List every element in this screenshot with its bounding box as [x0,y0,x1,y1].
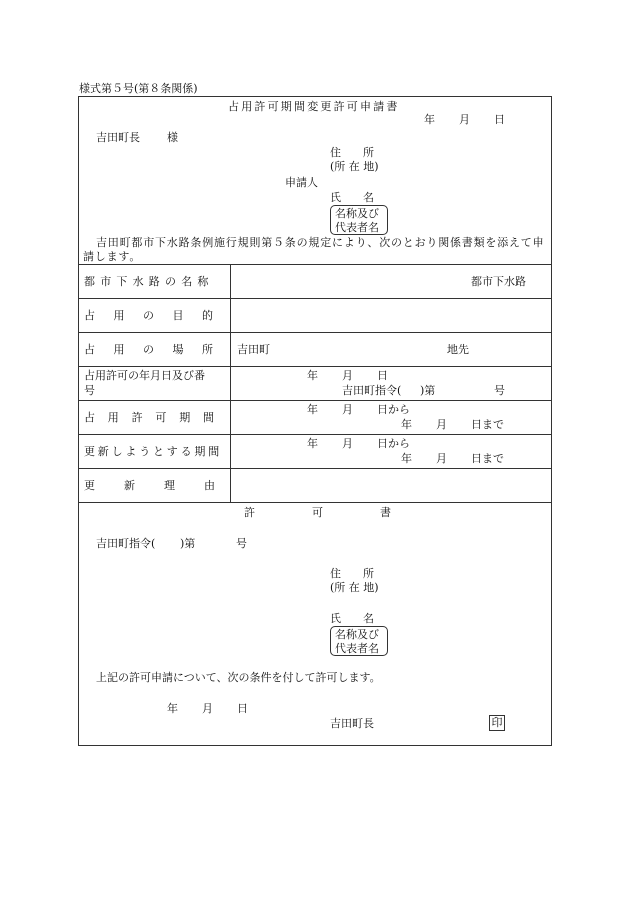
permit-section-date-day: 日 [237,702,248,715]
permit-section-order-suffix: )第 [180,537,196,550]
renewal-period-to-year: 年 [401,452,412,465]
application-title-text: 占用許可期間変更許可申請書 [228,100,400,113]
permit-title: 許可書 [244,506,448,519]
permit-issuer: 吉田町長 [330,717,374,730]
application-date-year: 年 [424,113,435,126]
table-line [78,468,552,469]
row-value-location-suffix: 地先 [447,343,469,356]
permit-section-order-number: 号 [236,537,247,550]
renewal-period-to-month: 月 [436,452,447,465]
permit-section-date-year: 年 [167,702,178,715]
permit-section-order-prefix: 吉田町指令( [96,537,156,550]
permit-name-sub1: 名称及び [335,628,379,641]
permit-order-suffix: )第 [420,384,436,397]
permit-date-day: 日 [377,369,388,382]
sewer-name-field[interactable] [232,266,550,296]
applicant-name-sub2: 代表者名 [335,221,379,234]
row-label-permit-date-line1: 占用許可の年月日及び番 [84,369,205,382]
permit-period-from-day: 日から [377,403,410,416]
seal-text: 印 [491,716,503,729]
addressee-honorific: 様 [167,131,178,144]
table-line [78,366,552,367]
row-label-sewer-name-text: 都市下水路の名称 [84,275,214,288]
permit-address-label: 住 所 [330,567,374,580]
permit-name-label: 氏 名 [330,612,374,625]
applicant-address-label: 住 所 [330,146,374,159]
permit-period-to-day: 日まで [471,418,504,431]
application-statement: 吉田町都市下水路条例施行規則第５条の規定により、次のとおり関係書類を添えて申請します。 [83,236,545,263]
permit-section-date-month: 月 [202,702,213,715]
purpose-field[interactable] [232,300,550,330]
row-label-renewal-period-text: 更新しようとする期間 [84,445,222,458]
seal-mark [489,715,505,731]
row-label-renewal-reason: 更新理由 [84,479,244,492]
table-bottom-line [78,502,552,503]
applicant-name-sub1: 名称及び [335,207,379,220]
renewal-period-from-month: 月 [342,437,353,450]
applicant-label: 申請人 [285,176,318,189]
application-title [228,100,400,113]
permit-name-sub2: 代表者名 [335,642,379,655]
renewal-period-from-year: 年 [307,437,318,450]
permit-address-sub: (所 在 地) [330,581,379,594]
row-label-permit-period [84,411,227,424]
row-label-sewer-name [84,275,224,288]
permit-order-number: 号 [494,384,505,397]
location-field[interactable] [280,334,440,364]
row-value-sewer-name: 都市下水路 [471,275,526,288]
permit-period-to-year: 年 [401,418,412,431]
renewal-period-to-day: 日まで [471,452,504,465]
renewal-period-from-day: 日から [377,437,410,450]
applicant-address-sub: (所 在 地) [330,160,379,173]
form-number: 様式第５号(第８条関係) [79,82,198,95]
application-date-month: 月 [459,113,470,126]
permit-period-to-month: 月 [436,418,447,431]
permit-period-from-month: 月 [342,403,353,416]
addressee-name: 吉田町長 [96,131,140,144]
table-line [78,298,552,299]
application-date-day: 日 [494,113,505,126]
applicant-name-label: 氏 名 [330,191,374,204]
table-line [78,434,552,435]
row-label-purpose: 占用の目的 [84,309,232,322]
permit-period-from-year: 年 [307,403,318,416]
row-label-location: 占用の場所 [84,343,232,356]
row-label-renewal-period [84,445,224,458]
row-label-permit-period-text: 占用許可期間 [84,411,227,424]
permit-date-month: 月 [342,369,353,382]
row-label-permit-date-line2: 号 [84,384,95,397]
table-top-line [78,264,552,265]
renewal-reason-field[interactable] [232,470,550,500]
row-value-location-town: 吉田町 [237,343,270,356]
table-line [78,332,552,333]
table-line [78,400,552,401]
permit-date-year: 年 [307,369,318,382]
permit-order-prefix: 吉田町指令( [342,384,402,397]
table-column-divider [230,264,231,502]
permit-statement: 上記の許可申請について、次の条件を付して許可します。 [96,671,381,684]
